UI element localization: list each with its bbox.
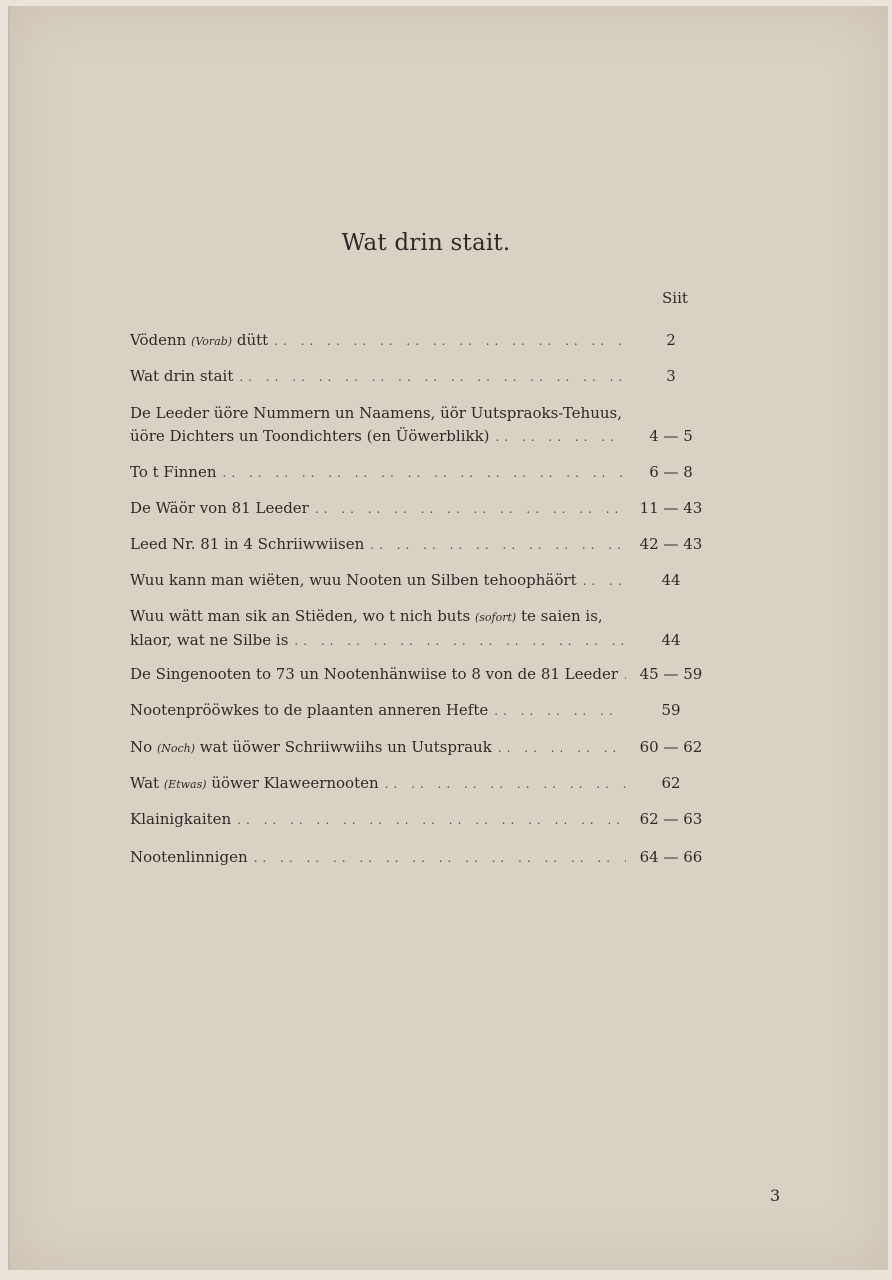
- toc-page-number: 42 — 43: [639, 535, 703, 553]
- toc-page-number: 59: [661, 701, 681, 719]
- toc-entry-title: Nootenlinnigen: [130, 848, 248, 866]
- toc-entry: [130, 772, 710, 796]
- dot-leader: [583, 570, 626, 593]
- dot-leader: [498, 737, 626, 760]
- dot-leader: [494, 700, 626, 723]
- dot-leader: [237, 809, 626, 832]
- toc-entry-title: Klainigkaiten: [130, 810, 232, 828]
- toc-entry: [130, 808, 710, 832]
- toc-entry: [130, 461, 710, 485]
- dot-leader: [239, 366, 626, 389]
- toc-entry: [130, 846, 710, 870]
- dot-leader: [315, 498, 626, 521]
- page-title: Wat drin stait.: [341, 230, 511, 256]
- dot-leader: [254, 847, 626, 870]
- toc-page-number: 62 — 63: [639, 810, 703, 828]
- page-column-header: Siit: [662, 289, 688, 307]
- page-number-folio: 3: [770, 1186, 781, 1205]
- toc-entry-title: Leed Nr. 81 in 4 Schriiwwiisen: [130, 535, 365, 553]
- toc-entry: [130, 402, 710, 449]
- toc-page-number: 11 — 43: [639, 499, 703, 517]
- dot-leader: [624, 664, 626, 687]
- toc-entry: [130, 533, 710, 557]
- toc-entry-title: Wat (Etwas) üöwer Klaweernooten: [130, 774, 379, 792]
- toc-page-number: 45 — 59: [639, 665, 703, 683]
- toc-entry-title: No (Noch) wat üöwer Schriiwwiihs un Uutsprauk: [130, 738, 492, 756]
- toc-page-number: 2: [666, 331, 676, 349]
- toc-entry-title: Nootenprööwkes to de plaanten anneren Hefte: [130, 701, 489, 719]
- toc-entry: [130, 569, 710, 593]
- document-page: [8, 6, 888, 1270]
- toc-entry-title: Vödenn (Vorab) dütt: [130, 331, 269, 349]
- toc-page-number: 3: [666, 367, 676, 385]
- toc-page-number: 6 — 8: [649, 463, 693, 481]
- toc-entry-title: To t Finnen: [130, 463, 217, 481]
- toc-page-number: 4 — 5: [649, 427, 693, 445]
- toc-page-number: 44: [661, 631, 681, 649]
- dot-leader: [370, 534, 626, 557]
- toc-page-number: 44: [661, 571, 681, 589]
- toc-entry: [130, 605, 710, 653]
- toc-entry: [130, 365, 710, 389]
- toc-entry-title: De Singenooten to 73 un Nootenhänwiise to 8 von de 81 Leeder: [130, 665, 619, 683]
- toc-entry-title: Wat drin stait: [130, 367, 234, 385]
- toc-entry: [130, 699, 710, 723]
- toc-page-number: 60 — 62: [639, 738, 703, 756]
- toc-page-number: 62: [661, 774, 681, 792]
- toc-entry-title: üöre Dichters un Toondichters (en Üöwerblikk): [130, 427, 490, 445]
- dot-leader: [385, 773, 626, 796]
- dot-leader: [496, 426, 626, 449]
- toc-entry-title-line1: Wuu wätt man sik an Stiëden, wo t nich buts (sofort) te saien is,: [130, 607, 603, 625]
- page-content: [10, 6, 888, 1270]
- toc-entry-title: De Wäör von 81 Leeder: [130, 499, 309, 517]
- toc-entry: [130, 329, 710, 353]
- toc-entry-title: Wuu kann man wiëten, wuu Nooten un Silben tehoophäört: [130, 571, 577, 589]
- dot-leader: [294, 630, 626, 653]
- toc-entry: [130, 736, 710, 760]
- toc-entry: [130, 497, 710, 521]
- toc-entry-title: klaor, wat ne Silbe is: [130, 631, 289, 649]
- toc-entry-title-line1: De Leeder üöre Nummern un Naamens, üör Uutspraoks-Tehuus,: [130, 404, 623, 422]
- toc-entry: [130, 663, 710, 687]
- dot-leader: [274, 330, 626, 353]
- dot-leader: [223, 462, 627, 485]
- toc-page-number: 64 — 66: [639, 848, 703, 866]
